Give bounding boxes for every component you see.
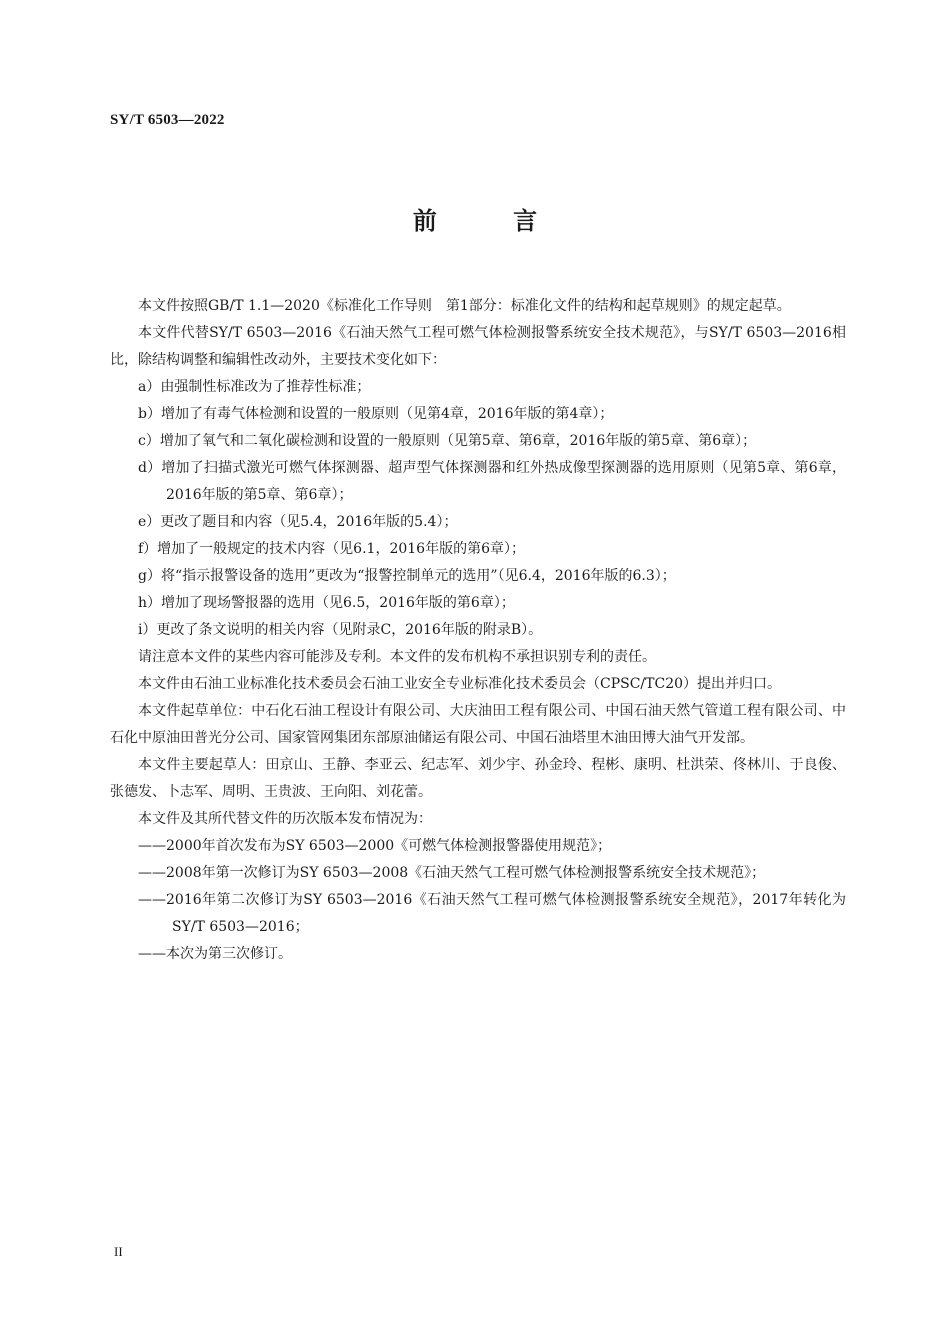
history-item-2000: ——2000年首次发布为SY 6503—2000《可燃气体检测报警器使用规范》； (138, 838, 612, 854)
foreword-body (110, 293, 846, 968)
history-item-current: ——本次为第三次修订。 (138, 946, 292, 962)
page-number: II (114, 1244, 123, 1259)
change-item-f: f）增加了一般规定的技术内容（见6.1，2016年版的第6章）； (138, 541, 525, 557)
change-item-h: h）增加了现场警报器的选用（见6.5，2016年版的第6章）； (138, 595, 515, 611)
paragraph-drafters: 本文件主要起草人：田京山、王静、李亚云、纪志军、刘少宇、孙金玲、程彬、康明、杜洪荣、佟林川、于良俊、张德发、卜志军、周明、王贵波、王向阳、刘花蕾。 (110, 757, 846, 800)
change-item-a: a）由强制性标准改为了推荐性标准； (138, 379, 371, 395)
change-item-e: e）更改了题目和内容（见5.4，2016年版的5.4）； (138, 514, 458, 530)
change-item-i: i）更改了条文说明的相关内容（见附录C，2016年版的附录B）。 (138, 622, 543, 638)
paragraph-replacement: 本文件代替SY/T 6503—2016《石油天然气工程可燃气体检测报警系统安全技术规范》，与SY/T 6503—2016相比，除结构调整和编辑性改动外，主要技术变化如下： (110, 325, 846, 368)
paragraph-patent-notice: 请注意本文件的某些内容可能涉及专利。本文件的发布机构不承担识别专利的责任。 (138, 649, 656, 665)
paragraph-history-intro: 本文件及其所代替文件的历次版本发布情况为： (138, 811, 432, 827)
page-title: 前 言 (412, 207, 572, 235)
paragraph-drafting-rules: 本文件按照GB/T 1.1—2020《标准化工作导则 第1部分：标准化文件的结构和起草规则》的规定起草。 (138, 298, 791, 314)
history-item-2016: ——2016年第二次修订为SY 6503—2016《石油天然气工程可燃气体检测报警系统安全规范》，2017年转化为SY/T 6503—2016； (138, 892, 846, 935)
history-item-2008: ——2008年第一次修订为SY 6503—2008《石油天然气工程可燃气体检测报警系统安全技术规范》； (138, 865, 766, 881)
paragraph-drafting-units: 本文件起草单位：中石化石油工程设计有限公司、大庆油田工程有限公司、中国石油天然气管道工程有限公司、中石化中原油田普光分公司、国家管网集团东部原油储运有限公司、中国石油塔里木油田博大油气开发部。 (110, 703, 846, 746)
change-item-d: d）增加了扫描式激光可燃气体探测器、超声型气体探测器和红外热成像型探测器的选用原则（见第5章、第6章，2016年版的第5章、第6章）； (138, 460, 846, 503)
standard-id: SY/T 6503—2022 (110, 112, 225, 128)
change-item-g: g）将“指示报警设备的选用”更改为“报警控制单元的选用”（见6.4，2016年版的6.3）； (138, 568, 676, 584)
change-item-c: c）增加了氧气和二氧化碳检测和设置的一般原则（见第5章、第6章，2016年版的第5章、第6章）； (138, 433, 757, 449)
paragraph-proposer: 本文件由石油工业标准化技术委员会石油工业安全专业标准化技术委员会（CPSC/TC20）提出并归口。 (138, 676, 782, 692)
change-item-b: b）增加了有毒气体检测和设置的一般原则（见第4章，2016年版的第4章）； (138, 406, 614, 422)
